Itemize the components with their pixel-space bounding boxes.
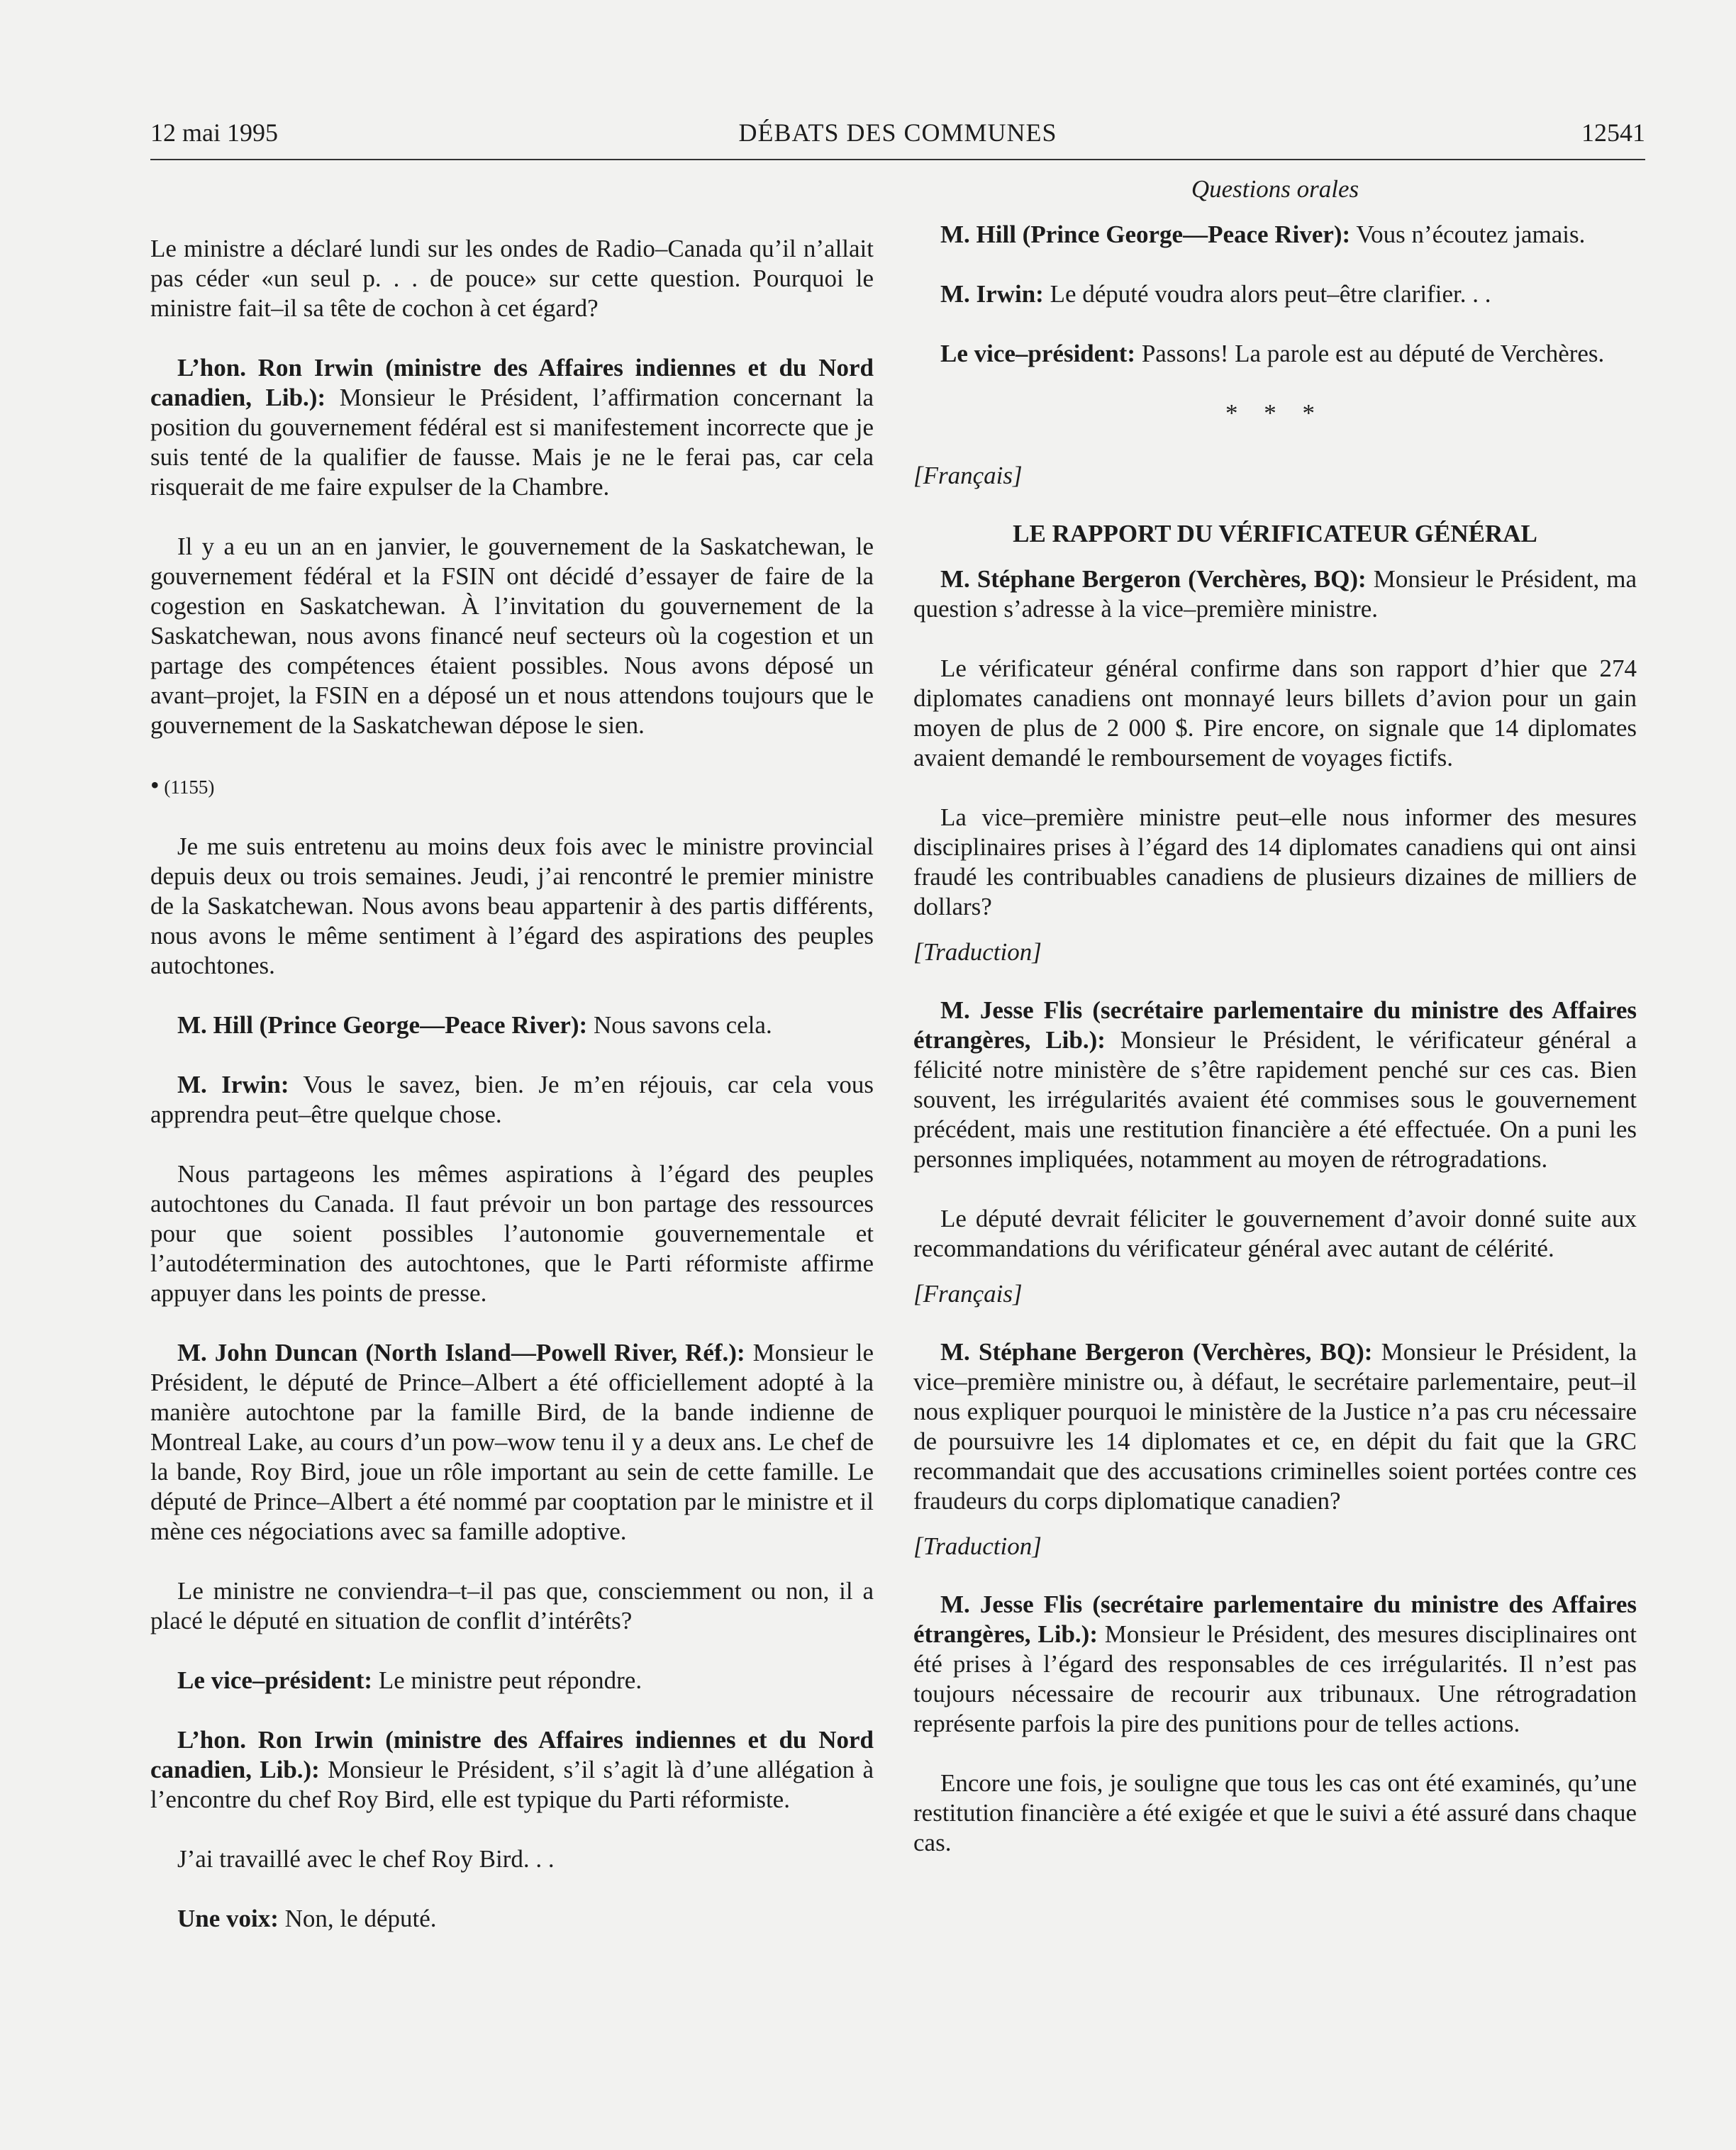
language-marker: [Français]	[913, 462, 1023, 489]
paragraph: Encore une fois, je souligne que tous les cas ont été examinés, qu’une restitution financière a été exigée et que le suivi a été assuré dans chaque cas.	[913, 1769, 1637, 1856]
paragraph: M. Stéphane Bergeron (Verchères, BQ): Monsieur le Président, ma question s’adresse à la vice–première ministre.	[913, 565, 1637, 623]
paragraph: M. Hill (Prince George—Peace River): Nous savons cela.	[177, 1011, 772, 1039]
paragraph: Nous partageons les mêmes aspirations à l’égard des peuples autochtones du Canada. Il faut prévoir un bon partage des ressources pour que soient possibles l’autonomie gouvernementale et l’autodétermination des autochtones, que le Parti réformiste affirme appuyer dans les points de presse.	[150, 1160, 874, 1307]
paragraph: M. John Duncan (North Island—Powell River, Réf.): Monsieur le Président, le député de Prince–Albert a été officiellement adopté à la manière autochtone par la famille Bird, de la bande indienne de Montreal Lake, au cours d’un pow–wow tenu il y a deux ans. Le chef de la bande, Roy Bird, joue un rôle important au sein de cette famille. Le député de Prince–Albert a été nommé par cooptation par le ministre et il mène ces négociations avec sa famille adoptive.	[150, 1339, 874, 1545]
paragraph: M. Jesse Flis (secrétaire parlementaire du ministre des Affaires étrangères, Lib.): Monsieur le Président, des mesures disciplinaires ont été prises à l’égard des responsables de ces irrégularités. Il n’est pas toujours nécessaire de recourir aux tribunaux. Une rétrogradation représente parfois la pire des punitions pour de telles actions.	[913, 1591, 1637, 1737]
timestamp: • (1155)	[150, 771, 215, 799]
bullet-icon: •	[150, 771, 160, 799]
section-heading: LE RAPPORT DU VÉRIFICATEUR GÉNÉRAL	[1013, 520, 1537, 547]
paragraph: Le député devrait féliciter le gouvernement d’avoir donné suite aux recommandations du vérificateur général avec autant de célérité.	[913, 1205, 1637, 1262]
paragraph: La vice–première ministre peut–elle nous informer des mesures disciplinaires prises à l’égard des 14 diplomates canadiens qui ont ainsi fraudé les contribuables canadiens de plusieurs dizaines de milliers de dollars?	[913, 803, 1637, 920]
header-title: DÉBATS DES COMMUNES	[738, 118, 1057, 147]
separator: * * *	[1225, 399, 1325, 427]
paragraph: M. Jesse Flis (secrétaire parlementaire du ministre des Affaires étrangères, Lib.): Monsieur le Président, le vérificateur général a félicité notre ministère de s’être rapidement penché sur ces cas. Bien souvent, les irrégularités avaient été commises sous le gouvernement précédent, mais une restitution financière a été effectuée. On a puni les personnes impliquées, notamment au moyen de rétrogradations.	[913, 996, 1637, 1173]
left-column	[150, 234, 874, 1964]
section-rubric: Questions orales	[1191, 175, 1359, 203]
language-marker: [Traduction]	[913, 938, 1042, 966]
paragraph: Le vice–président: Le ministre peut répondre.	[177, 1666, 642, 1694]
paragraph: Une voix: Non, le député.	[177, 1905, 437, 1932]
page-header	[150, 112, 1645, 160]
paragraph: M. Irwin: Vous le savez, bien. Je m’en réjouis, car cela vous apprendra peut–être quelque chose.	[150, 1071, 874, 1128]
paragraph: Le ministre a déclaré lundi sur les ondes de Radio–Canada qu’il n’allait pas céder «un seul p. . . de pouce» sur cette question. Pourquoi le ministre fait–il sa tête de cochon à cet égard?	[150, 235, 874, 322]
paragraph: M. Stéphane Bergeron (Verchères, BQ): Monsieur le Président, la vice–première ministre ou, à défaut, le secrétaire parlementaire, peut–il nous expliquer pourquoi le ministère de la Justice n’a pas cru nécessaire de poursuivre les 14 diplomates et ce, en dépit du fait que la GRC recommandait que des accusations criminelles soient portées contre ces fraudeurs du corps diplomatique canadien?	[913, 1338, 1637, 1515]
header-page-number: 12541	[1581, 118, 1645, 147]
paragraph: Le vérificateur général confirme dans son rapport d’hier que 274 diplomates canadiens ont monnayé leurs billets d’avion pour un gain moyen de plus de 2 000 $. Pire encore, on signale que 14 diplomates avaient demandé le remboursement de voyages fictifs.	[913, 655, 1637, 772]
paragraph: L’hon. Ron Irwin (ministre des Affaires indiennes et du Nord canadien, Lib.): Monsieur le Président, s’il s’agit là d’une allégation à l’encontre du chef Roy Bird, elle est typique du Parti réformiste.	[150, 1726, 874, 1813]
header-date: 12 mai 1995	[150, 118, 278, 147]
paragraph: Le vice–président: Passons! La parole est au député de Verchères.	[940, 340, 1605, 367]
paragraph: M. Irwin: Le député voudra alors peut–être clarifier. . .	[940, 280, 1491, 308]
right-column	[913, 174, 1637, 1888]
paragraph: M. Hill (Prince George—Peace River): Vous n’écoutez jamais.	[940, 221, 1586, 248]
paragraph: J’ai travaillé avec le chef Roy Bird. . .	[177, 1845, 555, 1873]
language-marker: [Traduction]	[913, 1532, 1042, 1560]
paragraph: Le ministre ne conviendra–t–il pas que, consciemment ou non, il a placé le député en situation de conflit d’intérêts?	[150, 1577, 874, 1634]
paragraph: Il y a eu un an en janvier, le gouvernement de la Saskatchewan, le gouvernement fédéral et la FSIN ont décidé d’essayer de faire de la cogestion en Saskatchewan. À l’invitation du gouvernement de la Saskatchewan, nous avons financé neuf secteurs où la cogestion et un partage des compétences étaient possibles. Nous avons déposé un avant–projet, la FSIN en a déposé un et nous attendons toujours que le gouvernement de la Saskatchewan dépose le sien.	[150, 533, 874, 739]
language-marker: [Français]	[913, 1280, 1023, 1308]
paragraph: Je me suis entretenu au moins deux fois avec le ministre provincial depuis deux ou trois semaines. Jeudi, j’ai rencontré le premier ministre de la Saskatchewan. Nous avons beau appartenir à des partis différents, nous avons le même sentiment à l’égard des aspirations des peuples autochtones.	[150, 832, 874, 979]
paragraph: L’hon. Ron Irwin (ministre des Affaires indiennes et du Nord canadien, Lib.): Monsieur le Président, l’affirmation concernant la position du gouvernement fédéral est si manifestement incorrecte que je suis tenté de la qualifier de fausse. Mais je ne le ferai pas, car cela risquerait de me faire expulser de la Chambre.	[150, 354, 874, 501]
